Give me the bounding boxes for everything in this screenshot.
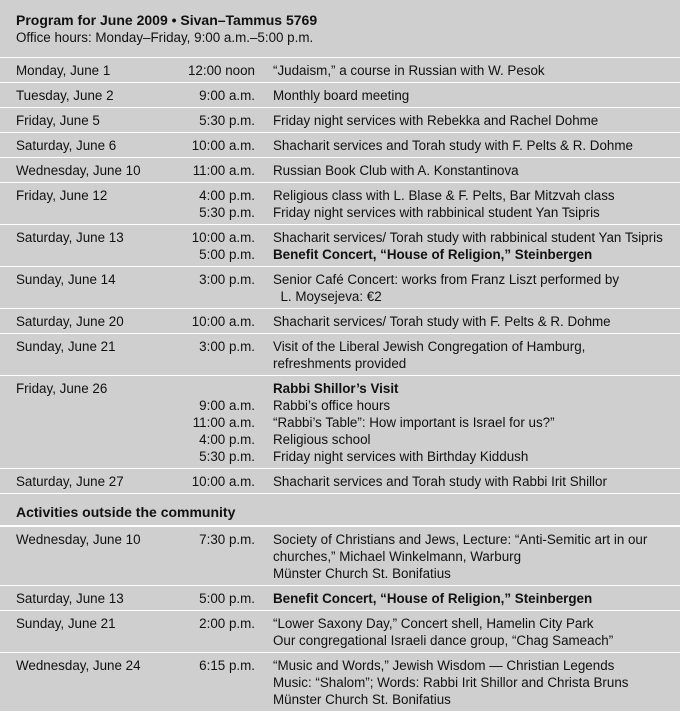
event-description: “Judaism,” a course in Russian with W. Pesok — [273, 63, 545, 78]
row-events — [255, 313, 673, 330]
row-date: Saturday, June 13 — [16, 230, 124, 245]
row-date: Tuesday, June 2 — [16, 88, 114, 103]
row-times — [164, 380, 255, 465]
event-time: 5:30 p.m. — [199, 205, 255, 220]
schedule-row — [0, 225, 680, 267]
event-description: Senior Café Concert: works from Franz Liszt performed by — [273, 272, 620, 287]
row-times — [164, 615, 255, 649]
event-description: L. Moysejeva: €2 — [273, 289, 382, 304]
event-description: Friday night services with rabbinical student Yan Tsipris — [273, 205, 600, 220]
event-time: 3:00 p.m. — [199, 339, 255, 354]
page-title: Program for June 2009 • Sivan–Tammus 5769 — [16, 12, 318, 28]
schedule-row — [0, 526, 680, 586]
event-description: Shacharit services and Torah study with Rabbi Irit Shillor — [273, 474, 607, 489]
event-description: Visit of the Liberal Jewish Congregation of Hamburg, — [273, 339, 586, 354]
event-description: Music: “Shalom”; Words: Rabbi Irit Shillor and Christa Bruns — [273, 675, 629, 690]
row-times — [164, 473, 255, 490]
event-description: Our congregational Israeli dance group, “Chag Sameach” — [273, 633, 614, 648]
program-header — [0, 12, 680, 46]
event-time: 10:00 a.m. — [191, 230, 255, 245]
event-time: 3:00 p.m. — [199, 272, 255, 287]
event-description: Rabbi’s office hours — [273, 398, 391, 413]
event-time: 5:00 p.m. — [199, 247, 255, 262]
row-date: Saturday, June 6 — [16, 138, 117, 153]
row-events — [255, 590, 673, 607]
row-date: Monday, June 1 — [16, 63, 111, 78]
row-date: Friday, June 26 — [16, 381, 108, 396]
row-events — [255, 187, 673, 221]
row-times — [164, 162, 255, 179]
row-date: Sunday, June 14 — [16, 272, 116, 287]
row-times — [164, 657, 255, 708]
event-description: Münster Church St. Bonifatius — [273, 692, 451, 707]
event-time: 5:30 p.m. — [199, 449, 255, 464]
event-time: 11:00 a.m. — [192, 415, 255, 430]
event-time: 7:30 p.m. — [199, 532, 255, 547]
event-time: 9:00 a.m. — [199, 88, 255, 103]
schedule-row — [0, 376, 680, 469]
event-description: “Rabbi’s Table”: How important is Israel for us?” — [273, 415, 555, 430]
event-description: Shacharit services and Torah study with F. Pelts & R. Dohme — [273, 138, 633, 153]
row-events — [255, 229, 673, 263]
row-date: Wednesday, June 24 — [16, 658, 141, 673]
row-date: Saturday, June 13 — [16, 591, 124, 606]
event-description: Religious school — [273, 432, 371, 447]
row-times — [164, 313, 255, 330]
event-time: 2:00 p.m. — [199, 616, 255, 631]
event-description: Münster Church St. Bonifatius — [273, 566, 451, 581]
row-times — [164, 531, 255, 582]
event-description: “Music and Words,” Jewish Wisdom — Christian Legends — [273, 658, 615, 673]
event-time: 9:00 a.m. — [199, 398, 255, 413]
row-date: Friday, June 5 — [16, 113, 100, 128]
row-events — [255, 87, 673, 104]
schedule-row — [0, 108, 680, 133]
schedule-row — [0, 611, 680, 653]
event-description: Religious class with L. Blase & F. Pelts, Bar Mitzvah class — [273, 188, 615, 203]
row-times — [164, 271, 255, 305]
event-description: Benefit Concert, “House of Religion,” Steinbergen — [273, 247, 593, 262]
row-date: Saturday, June 27 — [16, 474, 124, 489]
event-time: 11:00 a.m. — [192, 163, 255, 178]
event-description: Friday night services with Rebekka and Rachel Dohme — [273, 113, 599, 128]
event-time: 10:00 a.m. — [191, 314, 255, 329]
event-description: Society of Christians and Jews, Lecture: “Anti-Semitic art in our — [273, 532, 648, 547]
row-times — [164, 187, 255, 221]
event-description: Monthly board meeting — [273, 88, 410, 103]
row-times — [164, 87, 255, 104]
event-time: 5:30 p.m. — [199, 113, 255, 128]
event-time: 12:00 noon — [187, 63, 255, 78]
schedule-row — [0, 183, 680, 225]
row-events — [255, 137, 673, 154]
row-times — [164, 590, 255, 607]
row-events — [255, 62, 673, 79]
row-events — [255, 615, 673, 649]
schedule-row — [0, 469, 680, 494]
row-date: Wednesday, June 10 — [16, 163, 141, 178]
event-time: 4:00 p.m. — [199, 432, 255, 447]
event-time — [164, 380, 255, 397]
schedule-row — [0, 57, 680, 83]
schedule-row — [0, 653, 680, 712]
office-hours: Office hours: Monday–Friday, 9:00 a.m.–5:00 p.m. — [16, 30, 314, 45]
event-time: 4:00 p.m. — [199, 188, 255, 203]
event-description: Russian Book Club with A. Konstantinova — [273, 163, 519, 178]
row-date: Friday, June 12 — [16, 188, 108, 203]
row-date: Sunday, June 21 — [16, 339, 116, 354]
event-description: churches,” Michael Winkelmann, Warburg — [273, 549, 522, 564]
schedule-row — [0, 83, 680, 108]
row-times — [164, 112, 255, 129]
row-events — [255, 338, 673, 372]
schedule-row — [0, 158, 680, 183]
row-events — [255, 271, 673, 305]
schedule-row — [0, 267, 680, 309]
program-schedule — [0, 57, 680, 494]
row-date: Sunday, June 21 — [16, 616, 116, 631]
event-description: Shacharit services/ Torah study with rabbinical student Yan Tsipris — [273, 230, 663, 245]
row-events — [255, 531, 673, 582]
row-times — [164, 137, 255, 154]
row-date: Saturday, June 20 — [16, 314, 124, 329]
row-events — [255, 380, 673, 465]
row-date: Wednesday, June 10 — [16, 532, 141, 547]
event-time: 5:00 p.m. — [199, 591, 255, 606]
event-time: 10:00 a.m. — [191, 138, 255, 153]
section-heading-outside: Activities outside the community — [0, 494, 680, 526]
event-description: Friday night services with Birthday Kiddush — [273, 449, 529, 464]
event-description: Shacharit services/ Torah study with F. Pelts & R. Dohme — [273, 314, 611, 329]
row-events — [255, 473, 673, 490]
schedule-row — [0, 133, 680, 158]
schedule-row — [0, 334, 680, 376]
event-description: Benefit Concert, “House of Religion,” Steinbergen — [273, 591, 593, 606]
row-events — [255, 657, 673, 708]
event-time: 10:00 a.m. — [191, 474, 255, 489]
row-times — [164, 62, 255, 79]
event-time: 6:15 p.m. — [199, 658, 255, 673]
outside-schedule — [0, 526, 680, 712]
schedule-row — [0, 586, 680, 611]
schedule-row — [0, 309, 680, 334]
row-times — [164, 229, 255, 263]
row-events — [255, 162, 673, 179]
event-description: refreshments provided — [273, 356, 407, 371]
row-events — [255, 112, 673, 129]
row-times — [164, 338, 255, 372]
event-description: Rabbi Shillor’s Visit — [273, 381, 399, 396]
event-description: “Lower Saxony Day,” Concert shell, Hamelin City Park — [273, 616, 594, 631]
